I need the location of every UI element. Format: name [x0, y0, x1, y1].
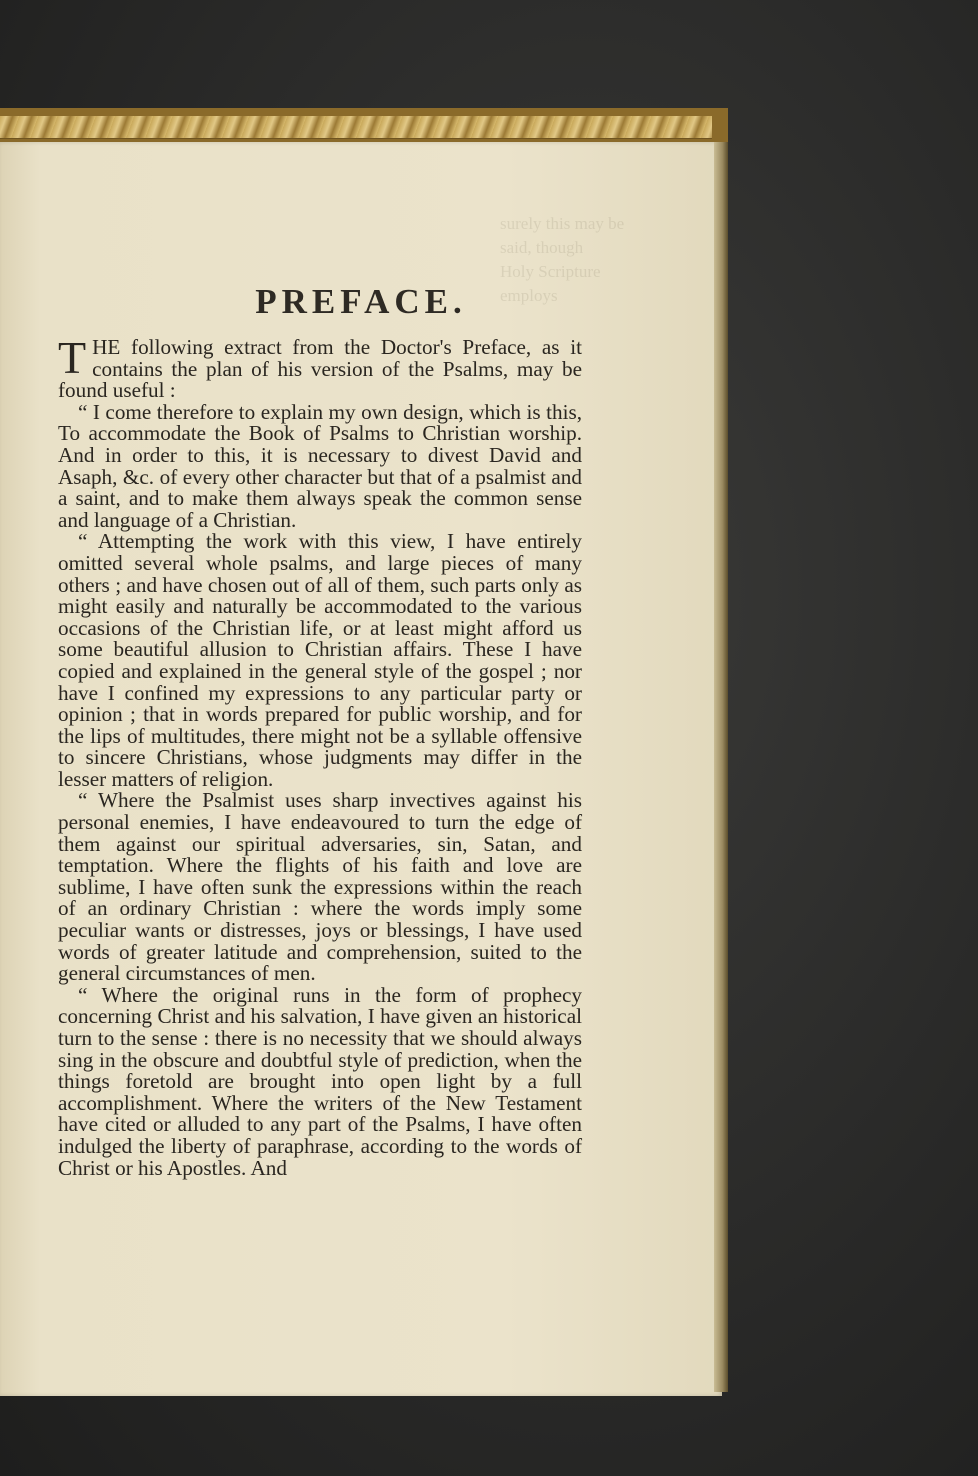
- drop-cap: T: [58, 332, 87, 383]
- gilt-page-edge: [0, 116, 712, 139]
- page-fore-edge: [714, 142, 728, 1392]
- paragraph-4: “ Where the Psalmist uses sharp invectives against his personal enemies, I have endeavoured to turn the edge of them against our spiritual adversaries, sin, Satan, and temptation. Where the flights of his faith and love are sublime, I have often sunk the expressions within the reach of an ordinary Christian : where the words imply some peculiar wants or distresses, joys or blessings, I have used words of greater latitude and comprehension, suited to the general circumstances of men.: [58, 788, 582, 986]
- paragraph-2: “ I come therefore to explain my own design, which is this, To accommodate the Book of Psalms to Christian worship. And in order to this, it is necessary to divest David and Asaph, &c. of every other character but that of a psalmist and a saint, and to make them always speak the common sense and language of a Christian.: [58, 399, 582, 532]
- paragraph-5: “ Where the original runs in the form of prophecy concerning Christ and his salvation, I have given an historical turn to the sense : there is no necessity that we should always sing in the obscure and doubtful style of prediction, when the things foretold are brought into open light by a full accomplishment. Where the writers of the New Testament have cited or alluded to any part of the Psalms, I have often indulged the liberty of paraphrase, according to the words of Christ or his Apostles. And: [58, 982, 582, 1180]
- book-page: [0, 142, 722, 1396]
- paragraph-3: “ Attempting the work with this view, I have entirely omitted several whole psalms, and large pieces of many others ; and have chosen out of all of them, such parts only as might easily and naturally be accommodated to the various occasions of the Christian life, or at least might afford us some beautiful allusion to Christian affairs. These I have copied and explained in the general style of the gospel ; nor have I confined my expressions to any particular party or opinion ; that in words prepared for public worship, and for the lips of multitudes, there might not be a syllable offensive to sincere Christians, whose judgments may differ in the lesser matters of religion.: [58, 529, 582, 791]
- book: [0, 108, 728, 1396]
- page-title: PREFACE.: [255, 282, 467, 321]
- bleed-through-text: surely this may be said, though Holy Scripture employs: [500, 214, 625, 305]
- preface-body: [58, 332, 582, 1180]
- paragraph-1: [58, 332, 582, 403]
- paragraph-1-text: HE following extract from the Doctor's Preface, as it contains the plan of his version of the Psalms, may be found useful :: [58, 335, 582, 403]
